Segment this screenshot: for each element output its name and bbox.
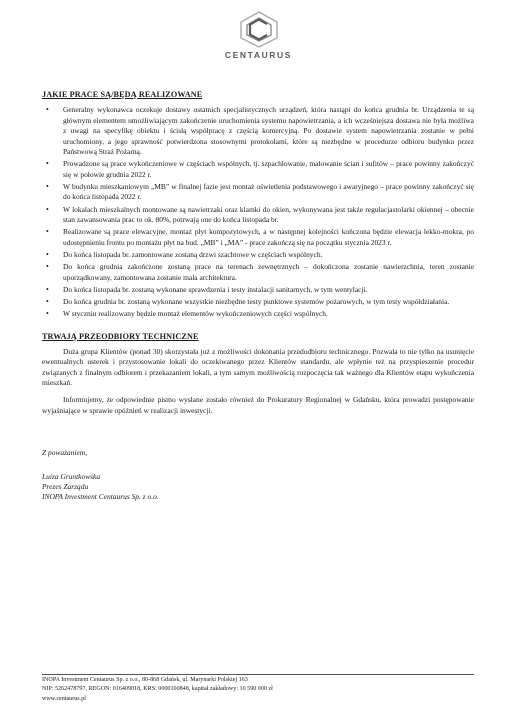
footer-registry: NIP: 5262478797, REGON: 016409018, KRS: 0000100848, kapitał zakładowy: 10 590 000 zł (42, 686, 273, 693)
centaurus-logo-icon (236, 10, 282, 48)
list-item: • Do końca grudnia zakończone zostaną prace na terenach zewnętrznych – dokończona zostanie nawierzchnia, teren zostanie uporządkowany, zamontowana zostanie mała architektura. (42, 262, 474, 283)
list-item: • Prowadzone są prace wykończeniowe w częściach wspólnych, tj. szpachlowanie, malowanie ścian i sufitów – prace powinny zakończyć się w połowie grudnia 2022 r. (42, 159, 474, 180)
list-item: • Realizowane są prace elewacyjne, montaż płyt kompozytowych, a w następnej kolejności kończona będzie elewacja lekko-mokra, po udostępnieniu frontu po montażu płyt na bud. „MB” i „MA” - prace zakończą się na początku stycznia 2023 r. (42, 227, 474, 248)
company-logo (0, 10, 517, 60)
signer-name: Luiza Gruntkowska (42, 471, 101, 481)
footer-website: www.centaurus.pl (42, 695, 86, 702)
page-footer (42, 674, 474, 704)
list-item: • W styczniu realizowany będzie montaż elementów wykończeniowych części wspólnych. (42, 309, 474, 320)
paragraph: Duża grupa Klientów (ponad 30) skorzystała już z możliwości dokonania przedodbioru technicznego. Pozwala to nie tylko na usunięcie ewentualnych usterek i przystosowanie lokali do oczekiwanego przez Klientów standardu, ale wpłynie też na przyspieszenie procedur związanych z finalnym odbiorem i przekazaniem lokali, a tym samym możliwością rozpoczęcia tak ważnego dla Klientów etapu wykończenia mieszkań. (42, 346, 474, 388)
list-item: • W budynku mieszkaniowym „MB” w finalnej fazie jest montaż oświetlenia podstawowego i awaryjnego – prace powinny zakończyć się do końca listopada 2022 r. (42, 182, 474, 203)
section-heading-works: JAKIE PRACE SĄ/BĘDĄ REALIZOWANE (42, 90, 203, 99)
list-item: • Do końca listopada br. zostaną wykonane sprawdzenia i testy instalacji sanitarnych, w tym wentylacji. (42, 285, 474, 296)
list-item: • Do końca grudnia br. zostaną wykonane wszystkie niezbędne testy punktowe systemów pożarowych, w tym testy współdziałania. (42, 297, 474, 308)
works-list (42, 105, 474, 320)
closing-line: Z poważaniem, (42, 448, 88, 458)
logo-wordmark: CENTAURUS (224, 50, 293, 60)
signature-block (42, 448, 474, 502)
list-item: • Generalny wykonawca oczekuje dostawy ostatnich specjalistycznych urządzeń, która nastąpi do końca grudnia br. Urządzenia te są głównym elementem umożliwiającym zakończenie uruchomienia systemu napowietrzania, a ich wcześniejsza dostawa nie była możliwa z uwagi na specyfikę obiektu i ścisłą współpracę z częścią komercyjną. Po dostawie system napowietrzania zostanie w pełni uruchomiony, a jego sprawność potwierdzona stosownymi protokołami, które są niezbędne w procedurze odbioru budynku przez Państwową Straż Pożarną. (42, 105, 474, 158)
section-heading-inspections: TRWAJĄ PRZEODBIORY TECHNICZNE (42, 331, 199, 341)
footer-address: INOPA Investment Centaurus Sp. z o.o., 80-868 Gdańsk, ul. Marynarki Polskiej 163 (42, 677, 248, 683)
signer-role: Prezes Zarządu (42, 481, 89, 491)
list-item: • Do końca listopada br. zamontowane zostaną drzwi szachtowe w częściach wspólnych. (42, 250, 474, 261)
list-item: • W lokalach mieszkalnych montowane są nawietrzaki oraz klamki do okien, wykonywana jest także regulacjastolarki okiennej – obecnie stan zawansowania prac to ok. 80%, potrwają one do końca listopada br. (42, 205, 474, 226)
footer-divider (42, 674, 474, 675)
signer-company: INOPA Investment Centaurus Sp. z o.o. (42, 492, 159, 502)
paragraph: Informujemy, że odpowiednie pismo wysłane zostało również do Prokuratury Regionalnej w Gdańsku, która prowadzi postępowanie wyjaśniające w sprawie opóźnień w realizacji inwestycji. (42, 395, 474, 415)
letter-body (42, 90, 474, 502)
